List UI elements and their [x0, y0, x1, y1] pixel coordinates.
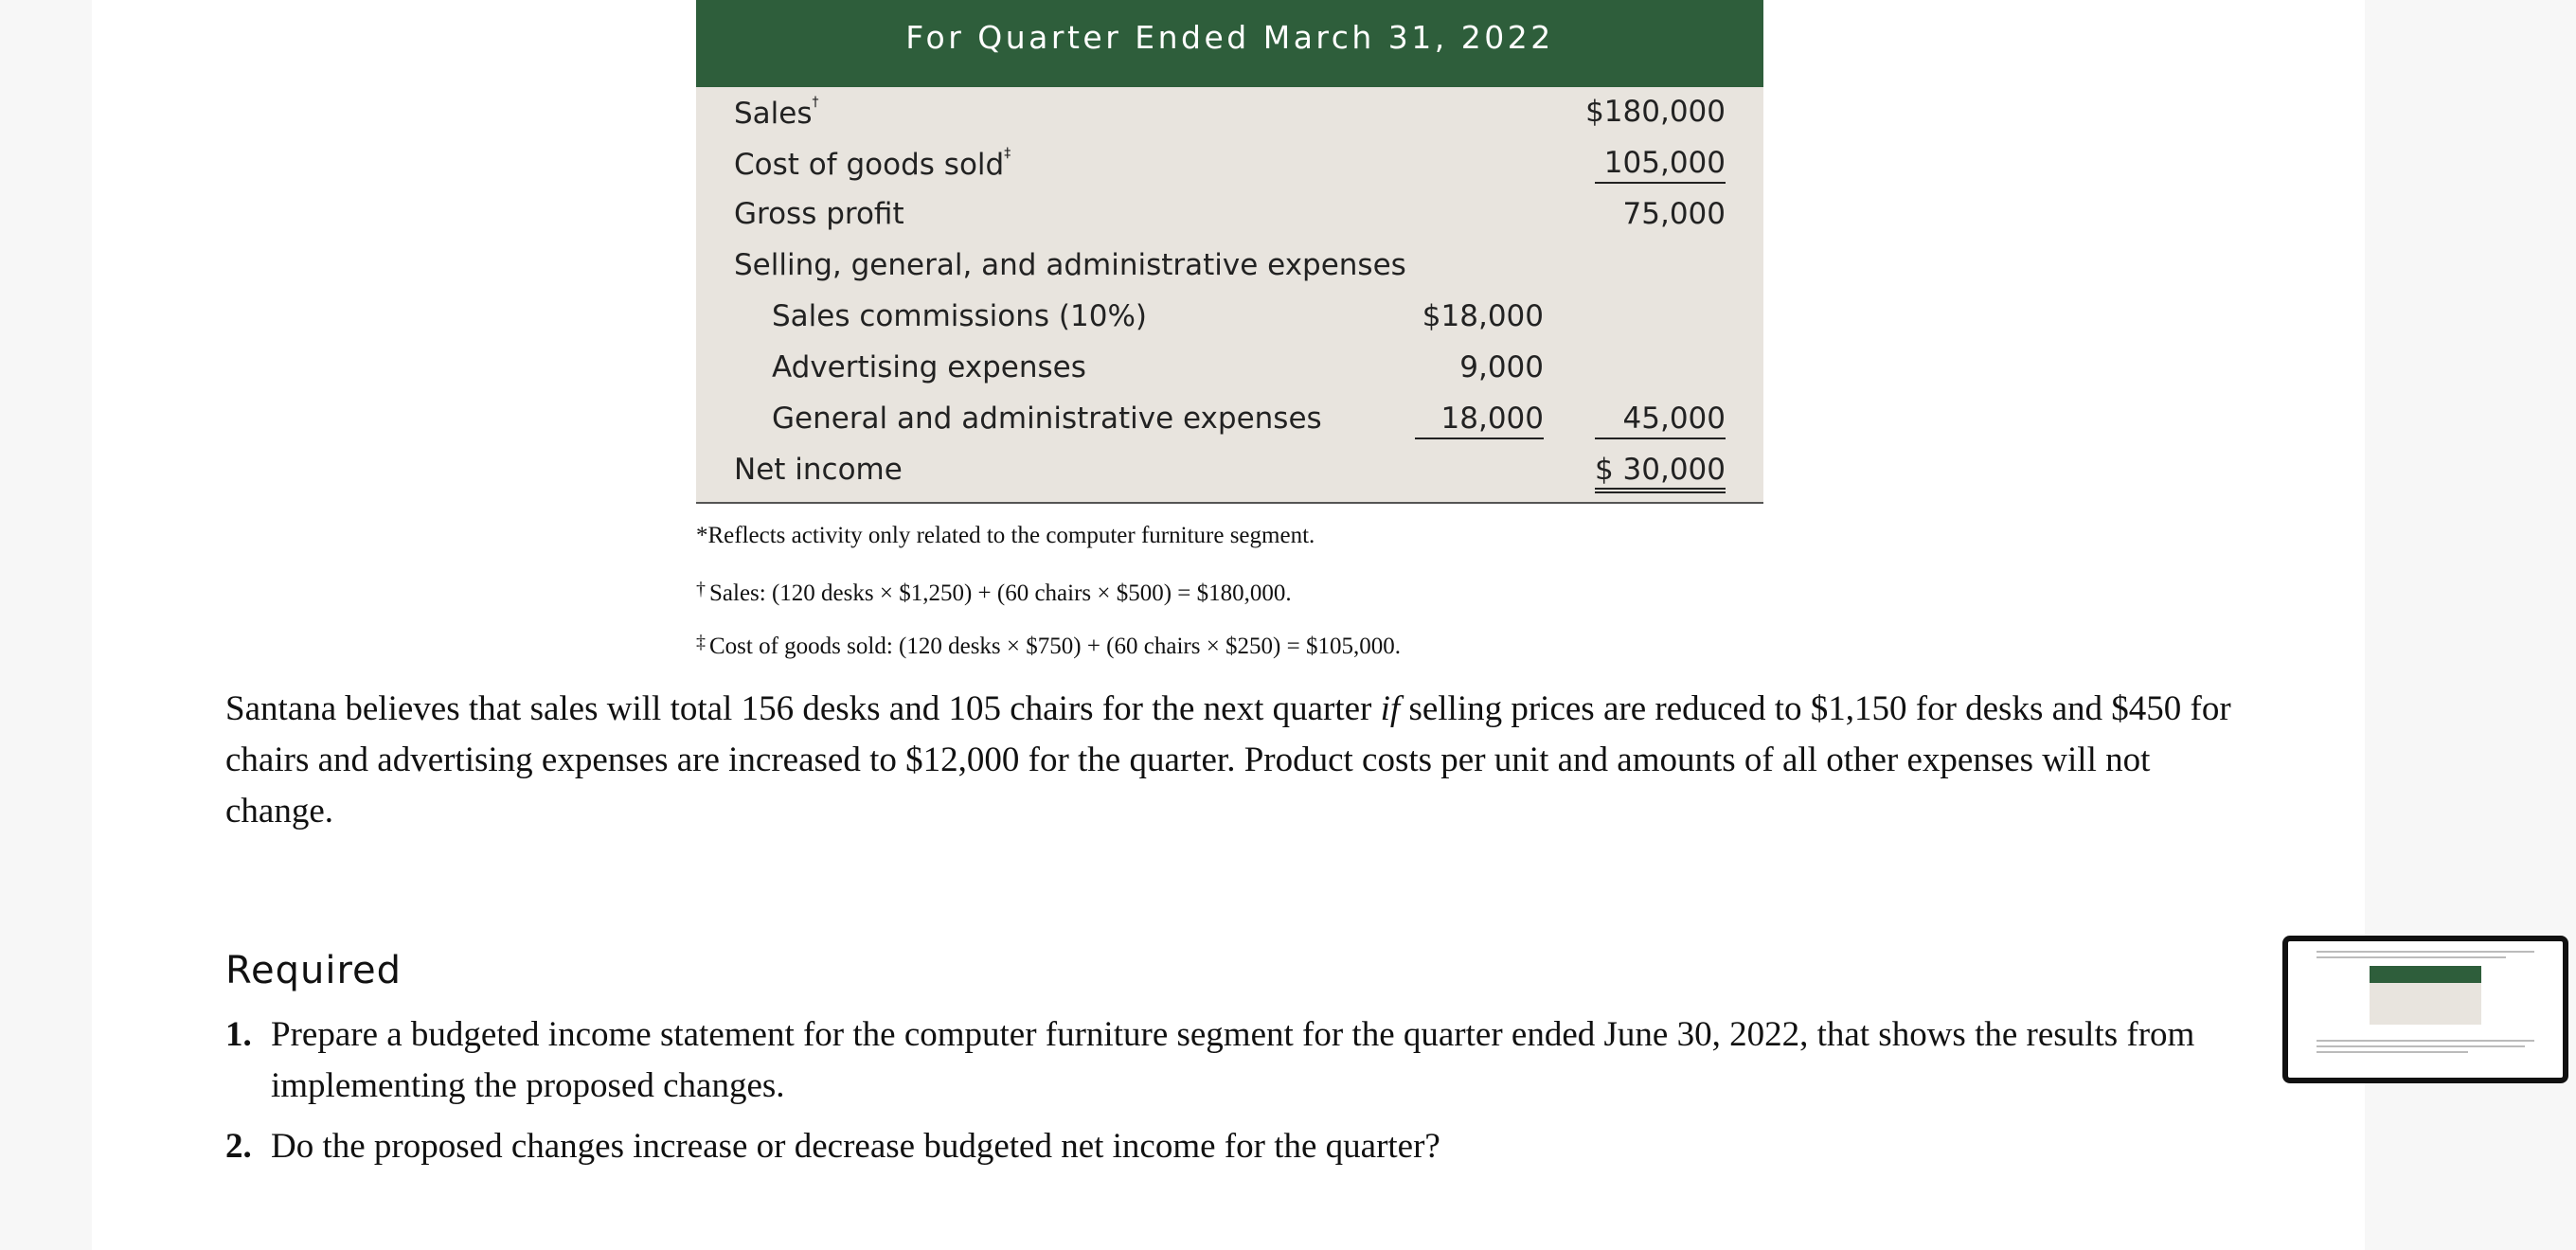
footnote-text: Cost of goods sold: (120 desks × $750) + (60 chairs × $250) = $105,000. — [709, 634, 1401, 659]
thumb-line — [2317, 1045, 2525, 1047]
net-income-value: 30,000 — [1622, 453, 1726, 487]
row-total — [1595, 453, 1726, 493]
paragraph-text: Santana believes that sales will total 156 desks and 105 chairs for the next quarter — [225, 689, 1381, 728]
footnote-mark: † — [696, 579, 706, 599]
row-advertising — [696, 343, 1763, 394]
income-statement — [696, 0, 1763, 504]
item-text: Prepare a budgeted income statement for the computer furniture segment for the quarter ended June 30, 2022, that shows the results from implementing the proposed changes. — [271, 1015, 2195, 1105]
statement-header — [696, 0, 1763, 87]
row-sga — [696, 241, 1763, 292]
footnote-dagger — [696, 572, 1401, 625]
row-label — [734, 95, 819, 131]
footnote-text: Sales: (120 desks × $1,250) + (60 chairs × $500) = $180,000. — [709, 580, 1292, 606]
row-commissions — [696, 292, 1763, 343]
row-label: Advertising expenses — [772, 350, 1086, 384]
thumb-table — [2370, 983, 2481, 1025]
row-detail-value: $18,000 — [1422, 299, 1544, 333]
page-thumbnail[interactable] — [2282, 936, 2568, 1083]
row-detail-value: 9,000 — [1459, 350, 1544, 384]
thumb-line — [2317, 1040, 2534, 1042]
item-text: Do the proposed changes increase or decrease budgeted net income for the quarter? — [271, 1127, 1440, 1166]
item-number: 1. — [225, 1015, 252, 1054]
row-total — [1595, 146, 1726, 184]
thumb-line — [2317, 951, 2534, 953]
required-list — [225, 1009, 2233, 1182]
footnote-double-dagger — [696, 625, 1401, 678]
row-total — [1595, 402, 1726, 439]
row-gross-profit — [696, 189, 1763, 241]
footnote-mark: † — [812, 95, 819, 110]
paragraph-emphasis: if — [1380, 689, 1401, 728]
row-cogs — [696, 138, 1763, 189]
footnote-mark: ‡ — [696, 632, 706, 652]
row-detail-value — [1415, 402, 1544, 439]
row-label: Net income — [734, 453, 903, 487]
footnote-star: *Reflects activity only related to the computer furniture segment. — [696, 523, 1315, 548]
paragraph-text: selling prices are reduced to $1,150 for desks and $450 for chairs and advertising expenses are increased to $12,000 for the quarter. Product costs per unit and amounts of all other expenses will not change. — [225, 689, 2231, 830]
row-label: Gross profit — [734, 197, 904, 231]
row-sales — [696, 87, 1763, 138]
row-label: General and administrative expenses — [772, 402, 1322, 436]
row-total: $180,000 — [1585, 95, 1726, 129]
underlined-value: 105,000 — [1595, 146, 1726, 184]
row-label: Sales commissions (10%) — [772, 299, 1148, 333]
row-label-text: Cost of goods sold — [734, 148, 1005, 182]
underlined-value: 45,000 — [1595, 402, 1726, 439]
underlined-value: 18,000 — [1415, 402, 1544, 439]
row-total: 75,000 — [1622, 197, 1726, 231]
double-underlined-value — [1595, 453, 1726, 493]
item-number: 2. — [225, 1127, 252, 1166]
footnotes — [696, 519, 1401, 678]
thumb-line — [2317, 1051, 2468, 1053]
statement-subtitle: For Quarter Ended March 31, 2022 — [905, 19, 1554, 56]
footnote-mark: ‡ — [1004, 146, 1011, 161]
currency-sign: $ — [1595, 453, 1614, 487]
required-item — [225, 1121, 2233, 1172]
thumb-header — [2370, 966, 2481, 983]
row-label: Selling, general, and administrative expenses — [734, 248, 1406, 282]
statement-body — [696, 87, 1763, 504]
row-net-income — [696, 445, 1763, 496]
thumb-line — [2317, 956, 2506, 958]
body-paragraph — [225, 684, 2233, 837]
required-heading: Required — [225, 949, 402, 992]
row-label — [734, 146, 1011, 182]
row-general-admin — [696, 394, 1763, 445]
row-label-text: Sales — [734, 97, 813, 131]
required-item — [225, 1009, 2233, 1112]
